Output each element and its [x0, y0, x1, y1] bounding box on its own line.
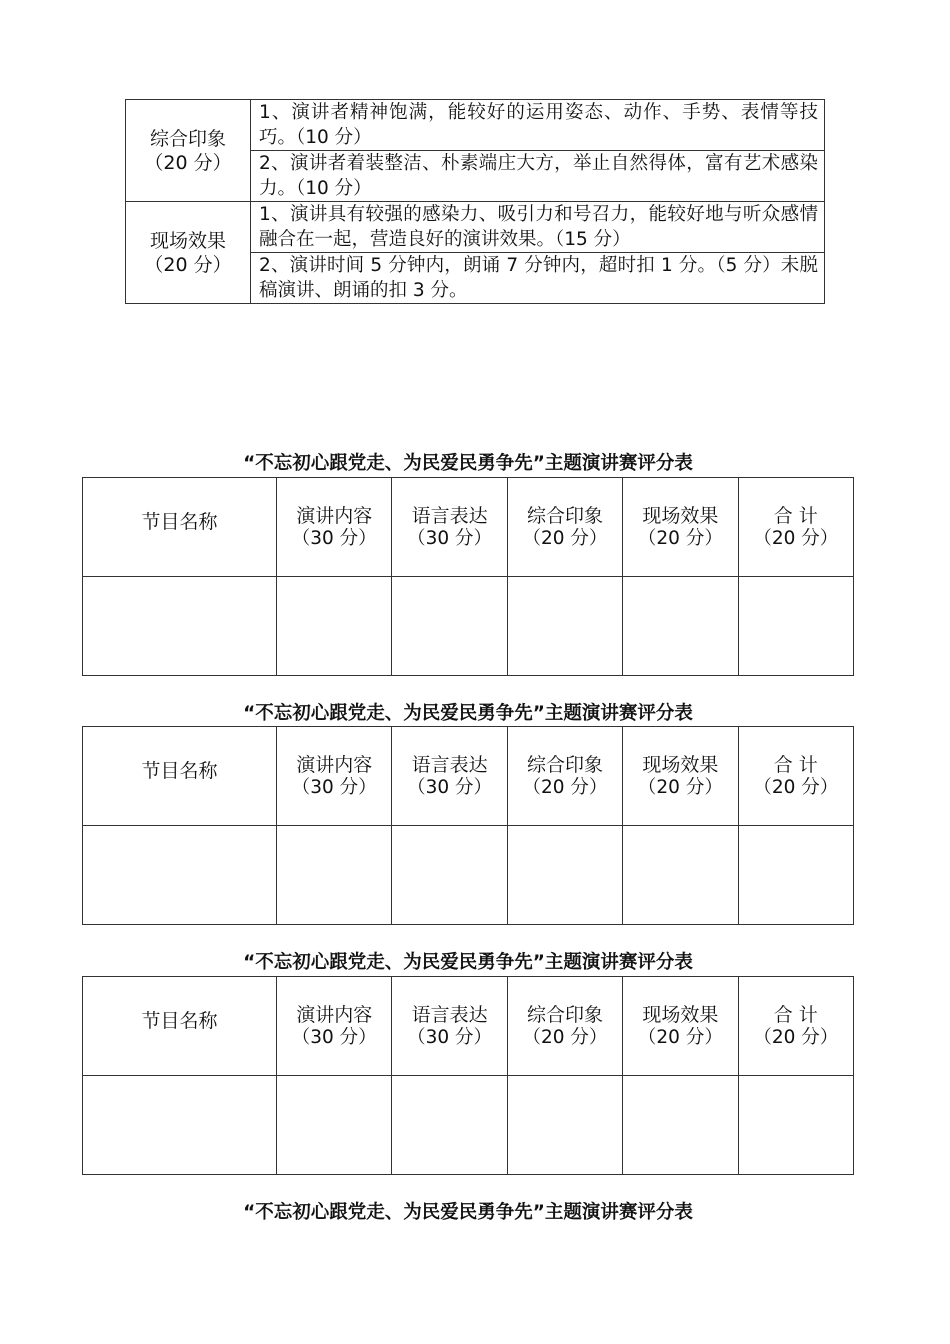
- criteria-row: [126, 100, 825, 151]
- score-entry-cell: [738, 826, 853, 925]
- score-sheet-title: “不忘初心跟党走、为民爱民勇争先”主题演讲赛评分表: [243, 703, 693, 724]
- header-speech-content: 演讲内容 （30 分）: [277, 977, 392, 1076]
- score-entry-cell: [738, 577, 853, 676]
- criteria-item: 1、演讲具有较强的感染力、吸引力和号召力，能较好地与听众感情融合在一起，营造良好的演讲效果。（15 分）: [251, 202, 825, 253]
- score-entry-cell: [83, 577, 277, 676]
- header-total: 合 计 （20 分）: [738, 727, 853, 826]
- score-entry-cell: [277, 577, 392, 676]
- score-sheet-table: [82, 976, 854, 1175]
- score-entry-cell: [277, 826, 392, 925]
- criteria-table: [125, 99, 825, 304]
- criteria-points: （20 分）: [144, 253, 232, 276]
- header-speech-content: 演讲内容 （30 分）: [277, 727, 392, 826]
- header-overall-impression: 综合印象 （20 分）: [507, 727, 622, 826]
- score-entry-cell: [392, 826, 507, 925]
- score-entry-cell: [83, 1076, 277, 1175]
- score-entry-cell: [83, 826, 277, 925]
- score-entry-cell: [623, 826, 738, 925]
- criteria-category-cell: [126, 202, 251, 304]
- score-entry-cell: [623, 1076, 738, 1175]
- score-sheet-table: [82, 726, 854, 925]
- header-program-name: 节目名称: [83, 727, 277, 826]
- score-entry-cell: [623, 577, 738, 676]
- score-entry-row: [83, 577, 854, 676]
- score-entry-cell: [392, 577, 507, 676]
- criteria-category: 现场效果: [149, 229, 226, 252]
- score-entry-cell: [277, 1076, 392, 1175]
- criteria-category: 综合印象: [149, 127, 226, 150]
- header-live-effect: 现场效果 （20 分）: [623, 977, 738, 1076]
- criteria-category-cell: [126, 100, 251, 202]
- header-language-expression: 语言表达 （30 分）: [392, 727, 507, 826]
- criteria-item: 1、演讲者精神饱满，能较好的运用姿态、动作、手势、表情等技巧。（10 分）: [251, 100, 825, 151]
- score-entry-cell: [507, 577, 622, 676]
- header-total: 合 计 （20 分）: [738, 977, 853, 1076]
- score-sheet-title: “不忘初心跟党走、为民爱民勇争先”主题演讲赛评分表: [243, 1202, 693, 1223]
- criteria-points: （20 分）: [144, 151, 232, 174]
- score-sheet-title: “不忘初心跟党走、为民爱民勇争先”主题演讲赛评分表: [243, 453, 693, 474]
- criteria-row: [126, 202, 825, 253]
- score-entry-row: [83, 826, 854, 925]
- header-overall-impression: 综合印象 （20 分）: [507, 977, 622, 1076]
- header-language-expression: 语言表达 （30 分）: [392, 977, 507, 1076]
- header-live-effect: 现场效果 （20 分）: [623, 478, 738, 577]
- header-live-effect: 现场效果 （20 分）: [623, 727, 738, 826]
- criteria-item: 2、演讲时间 5 分钟内，朗诵 7 分钟内，超时扣 1 分。（5 分）未脱稿演讲、朗诵的扣 3 分。: [251, 253, 825, 304]
- score-entry-cell: [392, 1076, 507, 1175]
- score-sheet-table: [82, 477, 854, 676]
- header-speech-content: 演讲内容 （30 分）: [277, 478, 392, 577]
- score-sheet-header-row: [83, 977, 854, 1076]
- score-entry-cell: [507, 826, 622, 925]
- score-sheet-header-row: [83, 727, 854, 826]
- header-program-name: 节目名称: [83, 977, 277, 1076]
- score-sheet-header-row: [83, 478, 854, 577]
- score-sheet-title: “不忘初心跟党走、为民爱民勇争先”主题演讲赛评分表: [243, 952, 693, 973]
- score-entry-cell: [507, 1076, 622, 1175]
- header-overall-impression: 综合印象 （20 分）: [507, 478, 622, 577]
- header-total: 合 计 （20 分）: [738, 478, 853, 577]
- score-entry-cell: [738, 1076, 853, 1175]
- header-language-expression: 语言表达 （30 分）: [392, 478, 507, 577]
- score-entry-row: [83, 1076, 854, 1175]
- criteria-item: 2、演讲者着装整洁、朴素端庄大方，举止自然得体，富有艺术感染力。（10 分）: [251, 151, 825, 202]
- header-program-name: 节目名称: [83, 478, 277, 577]
